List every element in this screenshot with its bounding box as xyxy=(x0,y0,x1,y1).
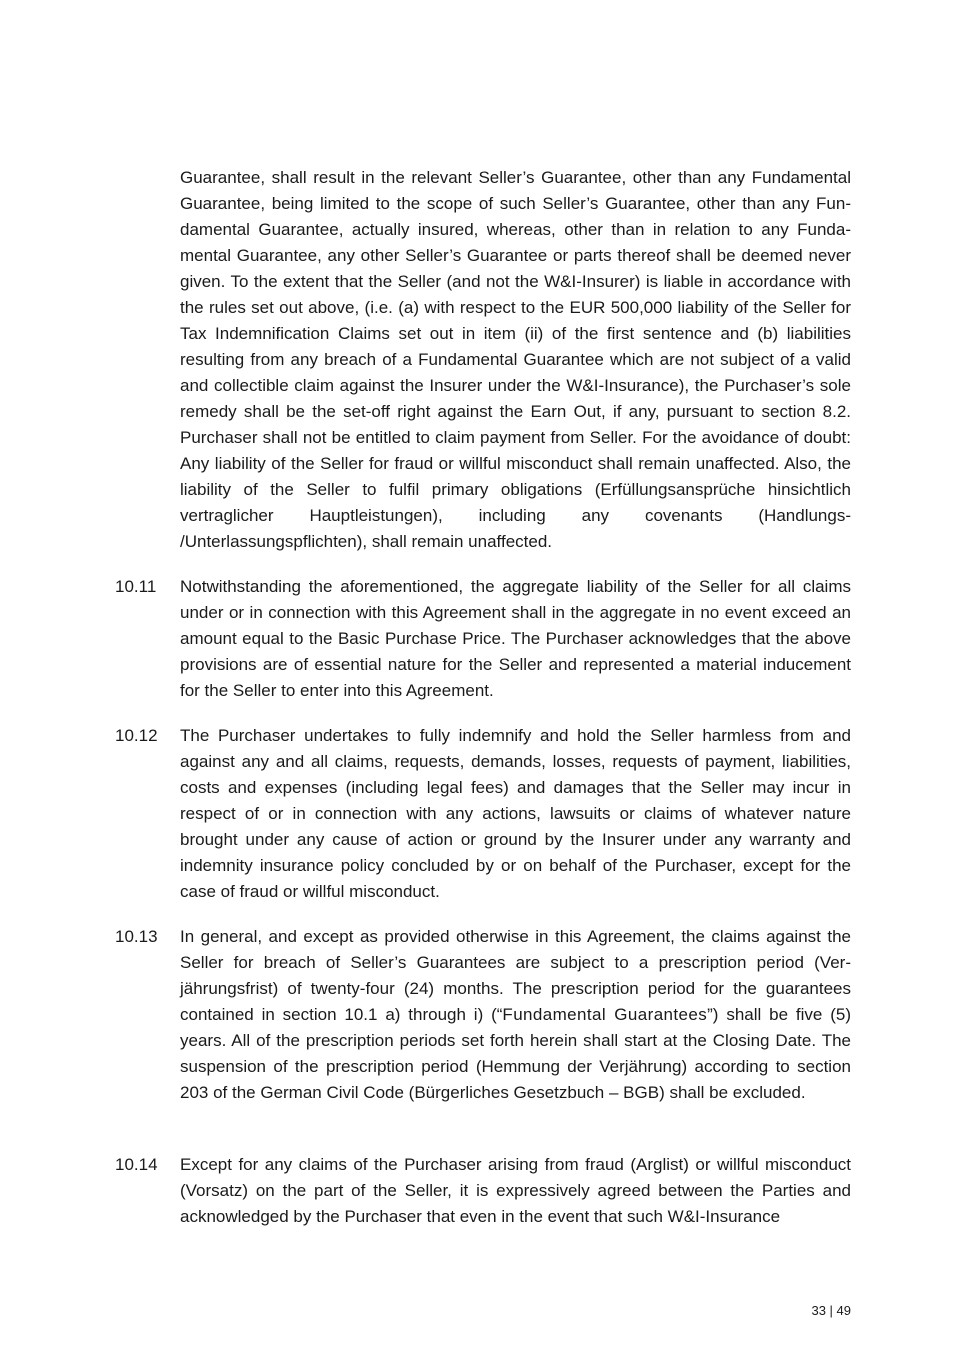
section-text-10-11: Notwithstanding the aforementioned, the aggregate liability of the Seller for all claims under or in connection with this Agreement shall in the aggregate in no event exceed an amount equal to the Basic Purchase Price. The Purchaser acknowledges that the above provisions are of essential nature for the Seller and represented a material inducement for the Seller to enter into this Agreement. xyxy=(180,577,851,700)
page-number: 33 | 49 xyxy=(811,1303,851,1318)
section-text-10-14: Except for any claims of the Purchaser arising from fraud (Arglist) or willful misconduct (Vorsatz) on the part of the Seller, it is expressively agreed between the Parties and acknowledged by the Purchaser that even in the event that such W&I-Insurance xyxy=(180,1155,851,1226)
section-number-10-13: 10.13 xyxy=(115,927,158,946)
section-text-10-12: The Purchaser undertakes to fully indemnify and hold the Seller harmless from and against any and all claims, requests, demands, losses, requests of payment, liabilities, costs and expenses (including legal fees) and damages that the Seller may incur in respect of or in connection with any actions, lawsuits or claims of whatever nature brought under any cause of action or ground by the Insurer under any warranty and indemnity insurance policy concluded by or on behalf of the Purchaser, except for the case of fraud or willful misconduct. xyxy=(180,726,851,901)
defined-term: Fundamental Guarantees xyxy=(502,1005,708,1024)
section-text-10-13-before: In general, and except as provided otherwise in this Agreement, the claims against the Seller for breach of Seller’s Guarantees are subject to a prescription period (Verjährungsfrist) of twenty-four (24) months. The prescription period for the guarantees contained in section 10.1 a) through i) (“ xyxy=(180,927,851,1024)
section-text-10-13-after: ”) shall be five (5) years. All of the prescription periods set forth herein shall start at the Closing Date. The suspension of the prescription period (Hemmung der Verjährung) according to section 203 of the German Civil Code (Bürgerliches Gesetzbuch – BGB) shall be excluded. xyxy=(180,1005,851,1102)
section-text-10-13 xyxy=(180,924,851,1106)
section-number-10-14: 10.14 xyxy=(115,1155,158,1174)
section-number-10-11: 10.11 xyxy=(115,577,157,596)
section-number-10-12: 10.12 xyxy=(115,726,158,745)
continuation-paragraph: Guarantee, shall result in the relevant Seller’s Guarantee, other than any Fundamental Guarantee, being limited to the scope of such Seller’s Guarantee, other than any Fundamental Guarantee, actually insured, whereas, other than in relation to any Fundamental Guarantee, any other Seller’s Guarantee or parts thereof shall be deemed never given. To the extent that the Seller (and not the W&I-Insurer) is liable in accordance with the rules set out above, (i.e. (a) with respect to the EUR 500,000 liability of the Seller for Tax Indemnification Claims set out in item (ii) of the first sentence and (b) liabilities resulting from any breach of a Fundamental Guarantee which are not subject of a valid and collectible claim against the Insurer under the W&I-Insurance), the Purchaser’s sole remedy shall be the set-off right against the Earn Out, if any, pursuant to section 8.2. Purchaser shall not be entitled to claim payment from Seller. For the avoidance of doubt: Any liability of the Seller for fraud or willful misconduct shall remain unaffected. Also, the liability of the Seller to fulfil primary obligations (Erfüllungsansprüche hinsichtlich vertraglicher Hauptleistungen), including any covenants (Handlungs- /Unterlassungspflichten), shall remain unaffected. xyxy=(180,168,851,551)
